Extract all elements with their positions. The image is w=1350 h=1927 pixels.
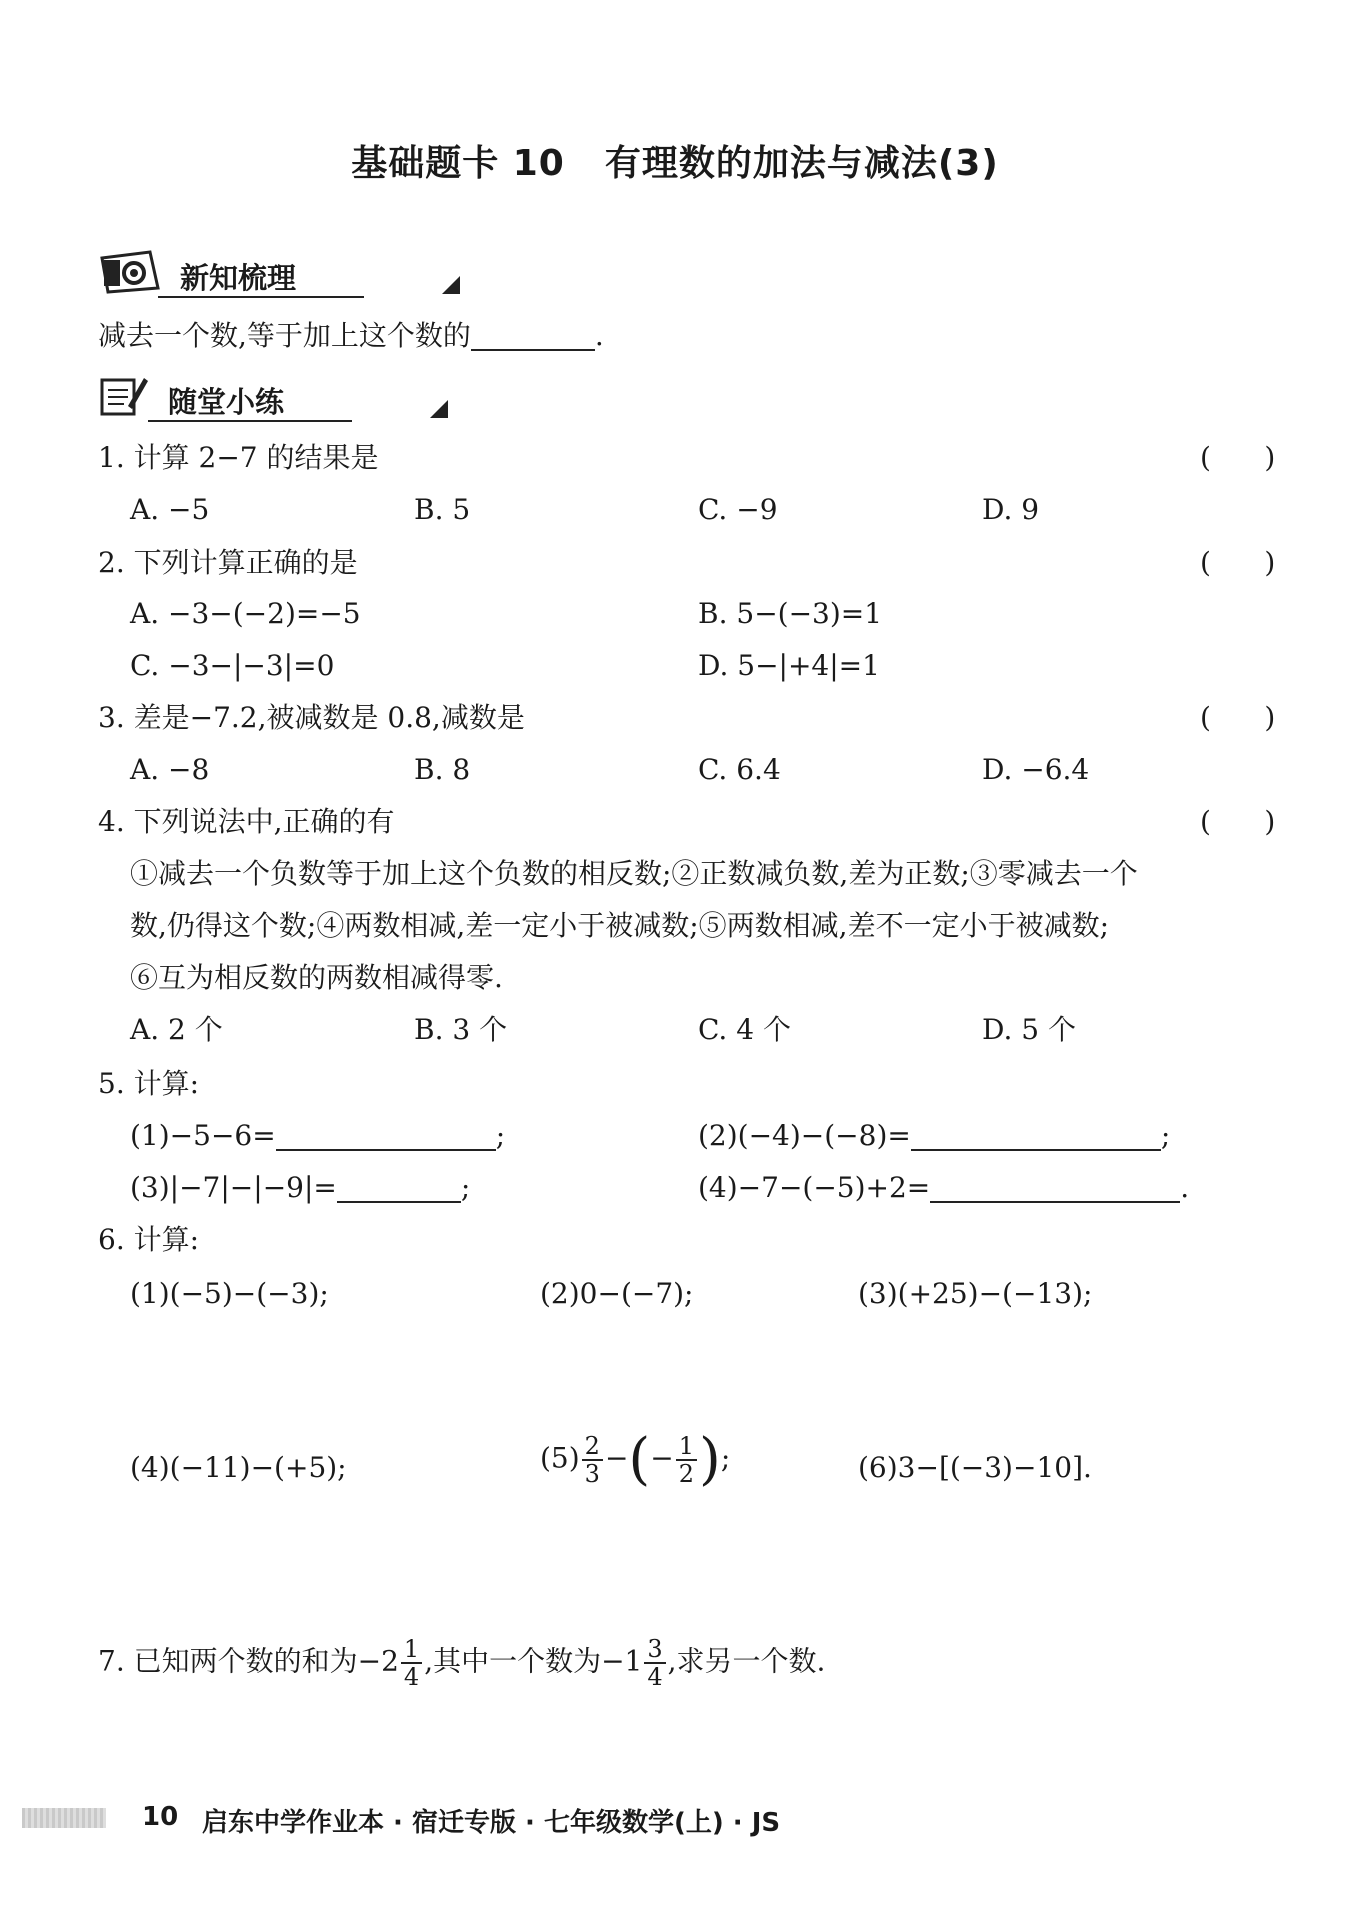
calc-expression-6: (6)3−[(−3)−10]. (858, 1451, 1092, 1484)
calc-expression-4: (4)(−11)−(+5); (130, 1451, 347, 1484)
option-a[interactable]: A. −5 (130, 493, 210, 526)
answer-blank[interactable] (471, 319, 595, 351)
page-footer (0, 1800, 1350, 1840)
answer-blank[interactable] (276, 1119, 496, 1151)
option-b[interactable]: B. 8 (414, 753, 471, 786)
option-c[interactable]: C. −3−|−3|=0 (130, 649, 335, 682)
section-underline (158, 296, 364, 298)
page-number: 10 (142, 1802, 179, 1832)
fraction: $\frac{1}{4}$ (401, 1636, 422, 1690)
option-d[interactable]: D. 5 个 (982, 1013, 1076, 1046)
option-c[interactable]: C. −9 (698, 493, 778, 526)
option-b[interactable]: B. 5−(−3)=1 (698, 597, 883, 630)
answer-parentheses[interactable]: ( ) (1200, 546, 1276, 579)
section-header-new-knowledge (98, 248, 364, 298)
answer-blank[interactable] (337, 1171, 461, 1203)
title-card-number: 基础题卡 10 (351, 143, 565, 184)
calc-expression-2: (2)0−(−7); (540, 1277, 694, 1310)
answer-blank[interactable] (930, 1171, 1180, 1203)
corner-triangle-icon (442, 276, 460, 294)
option-b[interactable]: B. 5 (414, 493, 471, 526)
question-3-stem: 3. 差是−7.2,被减数是 0.8,减数是 (98, 701, 525, 734)
statement-line: ⑥互为相反数的两数相减得零. (130, 961, 503, 994)
answer-parentheses[interactable]: ( ) (1200, 701, 1276, 734)
question-2-stem: 2. 下列计算正确的是 (98, 546, 358, 579)
statement-line: 数,仍得这个数;④两数相减,差一定小于被减数;⑤两数相减,差不一定小于被减数; (130, 909, 1110, 942)
option-d[interactable]: D. 9 (982, 493, 1040, 526)
calc-part-3: (3)|−7|−|−9|= ; (130, 1171, 471, 1204)
page-title (0, 135, 1350, 186)
calc-expression-5: (5) $\frac{2}{3}$ −(− $\frac{1}{2}$ ); (540, 1427, 731, 1492)
statement-line: ①减去一个负数等于加上这个负数的相反数;②正数减负数,差为正数;③零减去一个 (130, 857, 1138, 890)
calc-part-4: (4)−7−(−5)+2= . (698, 1171, 1190, 1204)
question-4-stem: 4. 下列说法中,正确的有 (98, 805, 395, 838)
answer-parentheses[interactable]: ( ) (1200, 441, 1276, 474)
question-7-stem: 7. 已知两个数的和为−2 $\frac{1}{4}$ ,其中一个数为−1 $\frac{3}{4}$ ,求另一个数. (98, 1635, 826, 1691)
concept-statement: 减去一个数,等于加上这个数的 . (98, 319, 604, 352)
corner-triangle-icon (430, 400, 448, 418)
title-topic: 有理数的加法与减法(3) (604, 143, 999, 184)
calc-part-2: (2)(−4)−(−8)= ; (698, 1119, 1171, 1152)
option-a[interactable]: A. −3−(−2)=−5 (130, 597, 361, 630)
notebook-pencil-icon (98, 372, 150, 420)
option-a[interactable]: A. 2 个 (130, 1013, 223, 1046)
section-label: 随堂小练 (168, 385, 285, 419)
option-c[interactable]: C. 4 个 (698, 1013, 791, 1046)
fraction: $\frac{3}{4}$ (644, 1636, 665, 1690)
calc-expression-3: (3)(+25)−(−13); (858, 1277, 1093, 1310)
option-b[interactable]: B. 3 个 (414, 1013, 508, 1046)
book-title: 启东中学作业本 · 宿迁专版 · 七年级数学(上) · JS (202, 1808, 781, 1838)
footer-decoration (22, 1808, 106, 1828)
question-5-stem: 5. 计算: (98, 1067, 200, 1100)
answer-parentheses[interactable]: ( ) (1200, 805, 1276, 838)
question-1-stem: 1. 计算 2−7 的结果是 (98, 441, 379, 474)
section-header-practice (98, 372, 352, 422)
option-a[interactable]: A. −8 (130, 753, 210, 786)
option-d[interactable]: D. 5−|+4|=1 (698, 649, 880, 682)
section-label: 新知梳理 (180, 261, 297, 295)
fraction: $\frac{2}{3}$ (582, 1433, 603, 1487)
calc-part-1: (1)−5−6= ; (130, 1119, 506, 1152)
option-d[interactable]: D. −6.4 (982, 753, 1090, 786)
camera-icon (98, 248, 162, 296)
answer-blank[interactable] (911, 1119, 1161, 1151)
section-underline (148, 420, 352, 422)
calc-expression-1: (1)(−5)−(−3); (130, 1277, 329, 1310)
option-c[interactable]: C. 6.4 (698, 753, 781, 786)
question-6-stem: 6. 计算: (98, 1223, 200, 1256)
fraction: $\frac{1}{2}$ (676, 1433, 697, 1487)
